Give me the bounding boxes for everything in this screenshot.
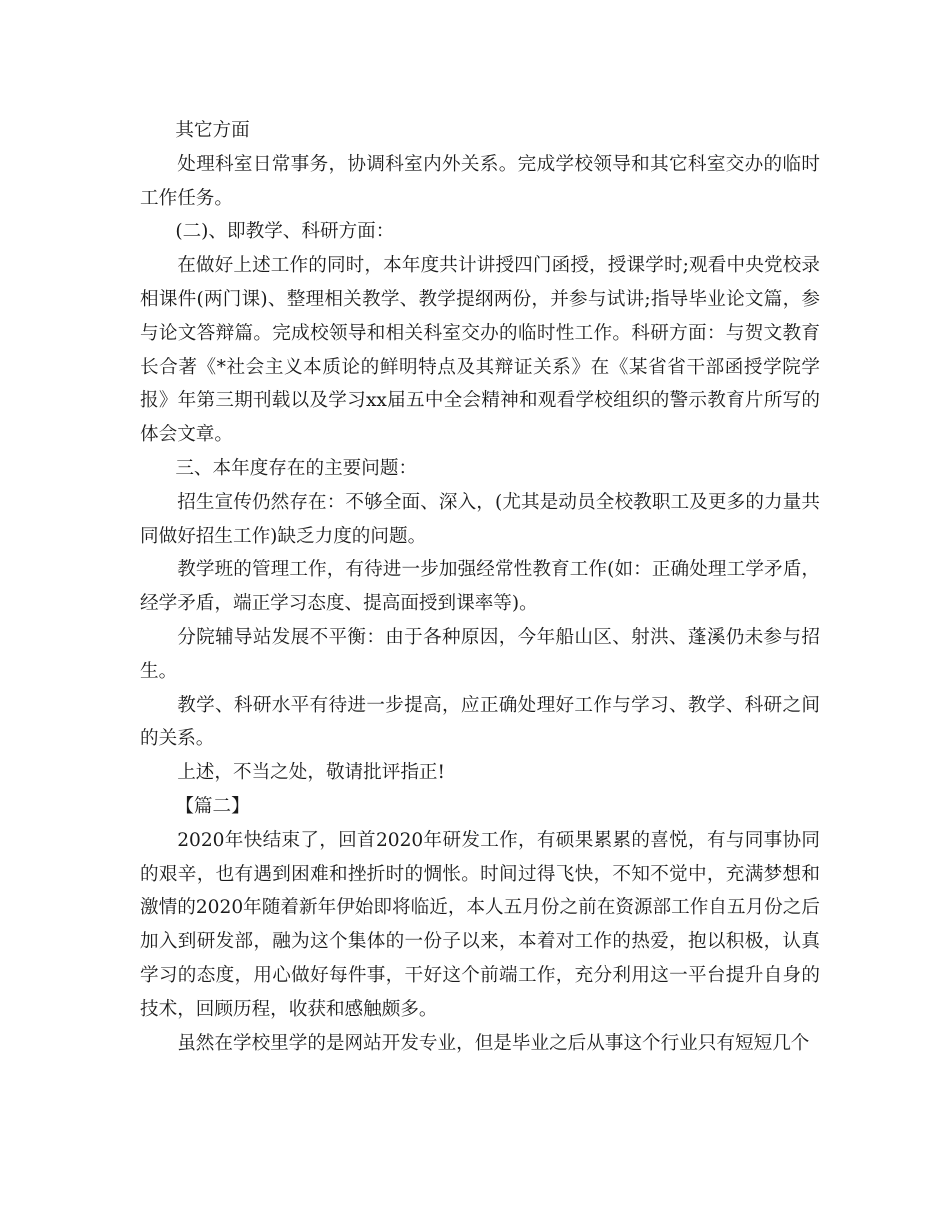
paragraph-daily-affairs: 处理科室日常事务，协调科室内外关系。完成学校领导和其它科室交办的临时工作任务。 (140, 153, 820, 209)
paragraph-school-major: 虽然在学校里学的是网站开发专业，但是毕业之后从事这个行业只有短短几个 (177, 1032, 810, 1054)
paragraph-enrollment-promotion: 招生宣传仍然存在：不够全面、深入，(尤其是动员全校教职工及更多的力量共同做好招生工作)缺乏力度的问题。 (140, 491, 820, 547)
section-heading-other-aspects: 其它方面 (175, 120, 250, 141)
paragraph-branch-development: 分院辅导站发展不平衡：由于各种原因，今年船山区、射洪、蓬溪仍未参与招生。 (140, 626, 820, 682)
paragraph-teaching-research: 在做好上述工作的同时，本年度共计讲授四门函授，授课学时;观看中央党校录相课件(两门课)、整理相关教学、教学提纲两份，并参与试讲;指导毕业论文篇，参与论文答辩篇。完成校领导和相关科室交办的临时性工作。科研方面：与贺文教育长合著《*社会主义本质论的鲜明特点及其辩证关系》在《某省省干部函授学院学报》年第三期刊载以及学习xx届五中全会精神和观看学校组织的警示教育片所写的体会文章。 (140, 255, 820, 446)
paragraph-year-review: 2020年快结束了，回首2020年研发工作，有硕果累累的喜悦，有与同事协同的艰辛，也有遇到困难和挫折时的惆怅。时间过得飞快，不知不觉中，充满梦想和激情的2020年随着新年伊始即将临近，本人五月份之前在资源部工作自五月份之后加入到研发部，融为这个集体的一份子以来，本着对工作的热爱，抱以积极，认真学习的态度，用心做好每件事，干好这个前端工作，充分利用这一平台提升自身的技术，回顾历程，收获和感触颇多。 (140, 829, 820, 1020)
section-heading-main-problems: 三、本年度存在的主要问题： (175, 457, 418, 479)
document-body (140, 114, 820, 1060)
section-heading-teaching-research: (二)、即教学、科研方面： (175, 221, 395, 243)
paragraph-research-level: 教学、科研水平有待进一步提高，应正确处理好工作与学习、教学、科研之间的关系。 (140, 694, 820, 750)
section-heading-part-two: 【篇二】 (175, 795, 250, 817)
paragraph-closing-remark: 上述，不当之处，敬请批评指正! (177, 762, 445, 784)
paragraph-class-management: 教学班的管理工作，有待进一步加强经常性教育工作(如：正确处理工学矛盾，经学矛盾，端正学习态度、提高面授到课率等)。 (140, 559, 820, 615)
